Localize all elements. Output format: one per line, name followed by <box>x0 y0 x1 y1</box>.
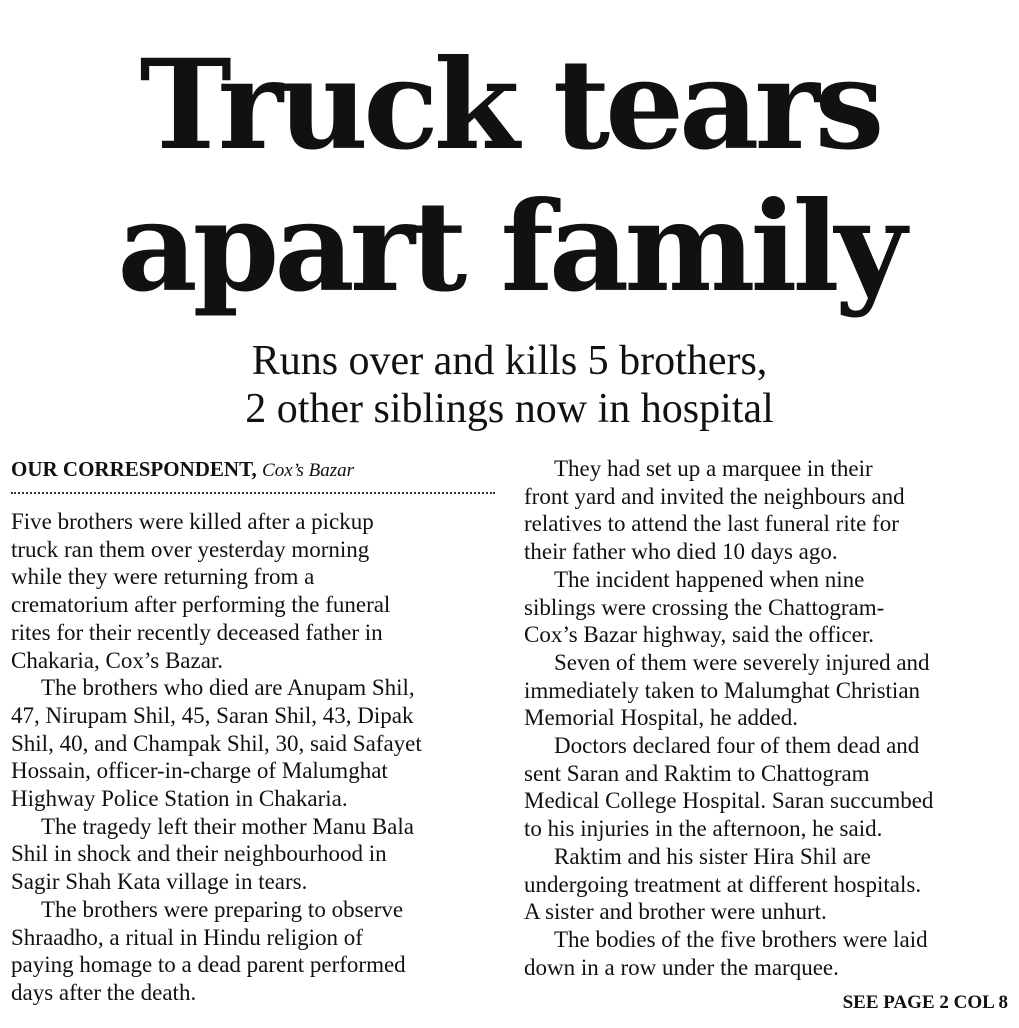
text-line: Cox’s Bazar highway, said the officer. <box>524 622 875 648</box>
byline-place: Cox’s Bazar <box>262 460 355 481</box>
headline-line-2: apart family <box>117 175 902 320</box>
text-line: The brothers who died are Anupam Shil, <box>41 675 415 701</box>
text-line: Shil in shock and their neighbourhood in <box>11 841 387 867</box>
text-line: Raktim and his sister Hira Shil are <box>554 843 871 869</box>
text-line: Sagir Shah Kata village in tears. <box>11 869 308 895</box>
text-line: rites for their recently deceased father in <box>11 619 383 645</box>
text-line: front yard and invited the neighbours and <box>524 483 905 509</box>
text-line: days after the death. <box>11 979 197 1005</box>
text-line: to his injuries in the afternoon, he said. <box>524 816 883 842</box>
byline-divider <box>11 492 495 494</box>
text-line: Medical College Hospital. Saran succumbed <box>524 788 934 814</box>
text-line: immediately taken to Malumghat Christian <box>524 677 921 703</box>
text-line: paying homage to a dead parent performed <box>11 952 406 978</box>
text-line: crematorium after performing the funeral <box>11 592 391 618</box>
byline-name: OUR CORRESPONDENT, <box>11 457 257 481</box>
text-line: undergoing treatment at different hospitals. <box>524 871 922 897</box>
text-line: while they were returning from a <box>11 564 315 590</box>
text-line: Shil, 40, and Champak Shil, 30, said Safayet <box>11 730 422 756</box>
text-line: Seven of them were severely injured and <box>554 649 930 675</box>
text-line: siblings were crossing the Chattogram- <box>524 594 885 620</box>
continuation-note: SEE PAGE 2 COL 8 <box>842 992 1008 1013</box>
text-line: The incident happened when nine <box>554 566 865 592</box>
headline-line-1: Truck tears <box>139 33 880 178</box>
text-line: truck ran them over yesterday morning <box>11 536 370 562</box>
byline <box>11 456 354 484</box>
text-line: The brothers were preparing to observe <box>41 896 404 922</box>
text-line: Five brothers were killed after a pickup <box>11 509 374 534</box>
text-line: The bodies of the five brothers were laid <box>554 926 928 952</box>
text-line: A sister and brother were unhurt. <box>524 899 827 925</box>
article-column-2 <box>524 455 1008 981</box>
text-line: Chakaria, Cox’s Bazar. <box>11 647 224 673</box>
text-line: sent Saran and Raktim to Chattogram <box>524 760 870 786</box>
deck-line-2: 2 other siblings now in hospital <box>245 386 774 432</box>
text-line: They had set up a marquee in their <box>554 456 873 481</box>
text-line: Highway Police Station in Chakaria. <box>11 786 348 812</box>
text-line: down in a row under the marquee. <box>524 954 839 980</box>
text-line: relatives to attend the last funeral rite for <box>524 511 899 537</box>
text-line: Memorial Hospital, he added. <box>524 705 799 731</box>
text-line: The tragedy left their mother Manu Bala <box>41 813 414 839</box>
deck-line-1: Runs over and kills 5 brothers, <box>251 338 768 384</box>
text-line: Doctors declared four of them dead and <box>554 733 920 759</box>
text-line: 47, Nirupam Shil, 45, Saran Shil, 43, Dipak <box>11 702 414 728</box>
text-line: Hossain, officer-in-charge of Malumghat <box>11 758 388 784</box>
text-line: Shraadho, a ritual in Hindu religion of <box>11 924 363 950</box>
text-line: their father who died 10 days ago. <box>524 539 838 565</box>
article-column-1 <box>11 508 501 1007</box>
